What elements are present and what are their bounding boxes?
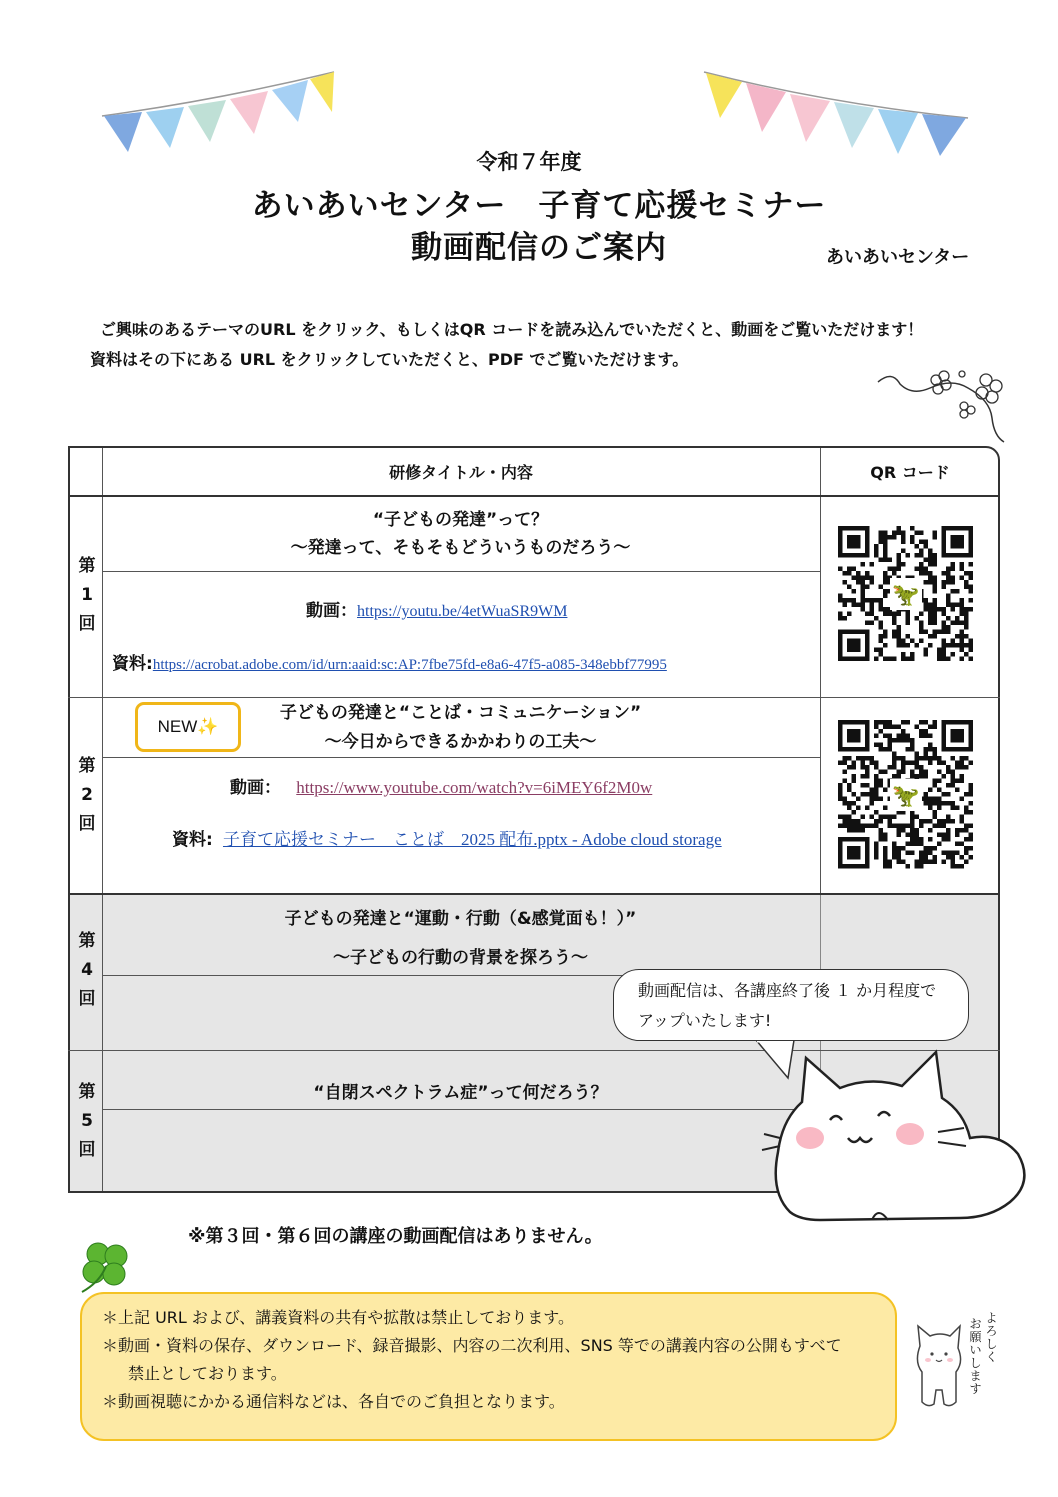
- session2-number: 第 2 回: [78, 756, 96, 834]
- svg-text:🦖: 🦖: [892, 784, 920, 809]
- session2-material-label: 資料:: [172, 830, 213, 850]
- clover-icon: [76, 1236, 136, 1296]
- session1-title: “子どもの発達”って？: [372, 510, 549, 530]
- col-divider-2: [820, 448, 821, 893]
- session2-material-link[interactable]: 子育て応援セミナー ことば 2025 配布.pptx - Adobe cloud storage: [222, 830, 722, 849]
- session1-material: [112, 649, 667, 674]
- bubble-line2: アップいたします!: [638, 1011, 772, 1030]
- session2-qr-code[interactable]: [838, 720, 974, 870]
- session5-number: 第 5 回: [78, 1082, 96, 1160]
- header-divider: [68, 495, 1000, 497]
- session1-material-link[interactable]: https://acrobat.adobe.com/id/urn:aaid:sc:AP:7fbe75fd-e8a6-47f5-a085-348ebbf77995: [152, 657, 667, 673]
- session2-title: 子どもの発達と“ことば・コミュニケーション”: [279, 703, 642, 723]
- session2-subtitle: ～今日からできるかかわりの工夫～: [324, 732, 597, 752]
- session2-video: [230, 773, 652, 798]
- bunting-right-decoration: [700, 60, 972, 160]
- notice-box: [80, 1292, 897, 1441]
- bubble-line1: 動画配信は、各講座終了後 １ か月程度で: [638, 981, 937, 1000]
- notice-line1: ＊上記 URL および、講義資料の共有や拡散は禁止しております。: [102, 1308, 574, 1327]
- bunting-left-decoration: [98, 60, 338, 160]
- speech-bubble: [613, 969, 969, 1041]
- session4-title: 子どもの発達と“運動・行動（&感覚面も！）”: [284, 909, 637, 929]
- session1-subtitle: ～発達って、そもそもどういうものだろう～: [290, 538, 631, 558]
- session1-video-link[interactable]: https://youtu.be/4etWuaSR9WM: [357, 603, 568, 620]
- notice-line4: ＊動画視聴にかかる通信料などは、各自でのご負担となります。: [102, 1392, 565, 1411]
- organization-name: あいあいセンター: [826, 247, 970, 268]
- session1-material-label: 資料:: [112, 654, 153, 674]
- new-badge: NEW✨: [135, 702, 241, 752]
- cat-illustration: [760, 1042, 1028, 1224]
- notice-line3: 禁止としております。: [128, 1364, 287, 1383]
- no-stream-note: ※第３回・第６回の講座の動画配信はありません。: [188, 1226, 603, 1247]
- session5-title: “自閉スペクトラム症”って何だろう？: [313, 1083, 608, 1103]
- cat-message-col1: よろしく: [985, 1311, 998, 1364]
- session1-video: [306, 596, 567, 621]
- session2-video-link[interactable]: https://www.youtube.com/watch?v=6iMEY6f2M0w: [296, 778, 653, 797]
- session1-qr-code[interactable]: [838, 526, 974, 662]
- row2-divider: [68, 893, 1000, 895]
- session2-video-label: 動画：: [230, 778, 281, 798]
- session4-subtitle: ～子どもの行動の背景を探ろう～: [333, 948, 588, 968]
- flower-swirl-decoration: [872, 366, 1012, 446]
- session1-video-label: 動画：: [306, 601, 357, 621]
- row1-inner-divider: [102, 571, 820, 572]
- session2-material: [172, 825, 722, 850]
- page-title-line2: 動画配信のご案内: [411, 230, 667, 266]
- session4-number: 第 4 回: [78, 931, 96, 1009]
- fiscal-year: 令和７年度: [476, 150, 582, 174]
- row5-inner-divider: [102, 1109, 820, 1110]
- svg-text:🦖: 🦖: [892, 583, 920, 608]
- session1-number: 第 1 回: [78, 556, 96, 634]
- notice-line2: ＊動画・資料の保存、ダウンロード、録音撮影、内容の二次利用、SNS 等での講義内容の公開もすべて: [102, 1336, 842, 1355]
- intro-line1: ご興味のあるテーマのURL をクリック、もしくはQR コードを読み込んでいただくと、動画をご覧いただけます！: [100, 320, 924, 339]
- cat-message-col2: お願いします: [969, 1317, 982, 1396]
- column-header-qr: QR コード: [870, 463, 950, 482]
- row2-inner-divider: [102, 757, 820, 758]
- column-header-title: 研修タイトル・内容: [389, 463, 533, 482]
- intro-line2: 資料はその下にある URL をクリックしていただくと、PDF でご覧いただけます。: [90, 350, 689, 369]
- page-title-line1: あいあいセンター 子育て応援セミナー: [251, 188, 827, 224]
- small-cat-illustration: [910, 1320, 968, 1410]
